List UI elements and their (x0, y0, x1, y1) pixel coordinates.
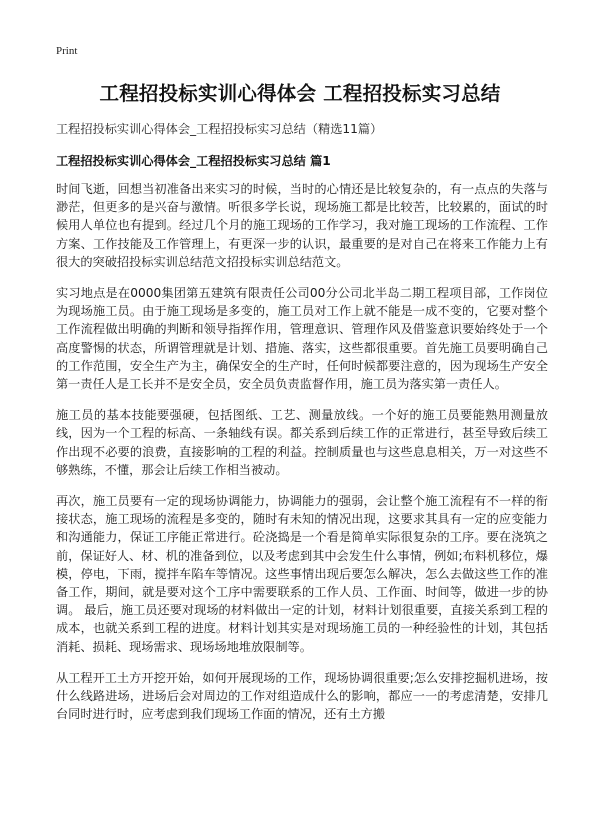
paragraph: 时间飞逝，回想当初准备出来实习的时候，当时的心情还是比较复杂的，有一点点的失落与渺茫，但更多的是兴奋与激情。听很多学长说，现场施工都是比较苦，比较累的，面试的时候用人单位也有提到。经过几个月的施工现场的工作学习，我对施工现场的工作流程、工作方案、工作技能及工作管理上，有更深一步的认识，最重要的是对自己在将来工作能力上有很大的突破招投标实训总结范文招投标实训总结范文。 (56, 182, 548, 269)
article-body (56, 180, 548, 736)
document-subtitle: 工程招投标实训心得体会_工程招投标实习总结（精选11篇） (56, 122, 383, 136)
section-heading: 工程招投标实训心得体会_工程招投标实习总结 篇1 (56, 154, 331, 168)
paragraph: 从工程开工土方开挖开始，如何开展现场的工作，现场协调很重要;怎么安排挖掘机进场，按什么线路进场，进场后会对周边的工作对组造成什么的影响，都应一一的考虑清楚，安排几台同时进行时，应考虑到我们现场工作面的情况，还有土方搬 (56, 670, 548, 722)
paragraph: 再次，施工员要有一定的现场协调能力，协调能力的强弱，会让整个施工流程有不一样的衔接状态，施工现场的流程是多变的，随时有未知的情况出现，这要求其具有一定的应变能力和沟通能力，保证工序能正常进行。砼浇捣是一个看是简单实际很复杂的工序。要在浇筑之前，保证好人、材、机的准备到位，以及考虑到其中会发生什么事情，例如;布料机移位，爆模，停电，下雨，搅拌车陷车等情况。这些事情出现后要怎么解决，怎么去做这些工作的准备工作，期间，就是要对这个工序中需要联系的工作人员、工作面、时间等，做进一步的协调。 最后，施工员还要对现场的材料做出一定的计划，材料计划很重要，直接关系到工程的成本，也就关系到工程的进度。材料计划其实是对现场施工员的一种经验性的计划，其包括消耗、损耗、现场需求、现场场地堆放限制等。 (56, 494, 548, 654)
print-link[interactable]: Print (56, 45, 78, 57)
page-title: 工程招投标实训心得体会 工程招投标实习总结 (99, 82, 501, 105)
paragraph: 实习地点是在0000集团第五建筑有限责任公司00分公司北半岛二期工程项目部，工作岗位为现场施工员。由于施工现场是多变的，施工员对工作上就不能是一成不变的，它要对整个工作流程做出明确的判断和领导指挥作用，管理意识、管理作风及借鉴意识要始终处于一个高度警惕的状态，所谓管理就是计划、措施、落实，这些都很重要。首先施工员要明确自己的工作范围，安全生产为主，确保安全的生产时，任何时候都要注意的，因为现场生产安全第一责任人是工长并不是安全员，安全员负责监督作用，施工员为落实第一责任人。 (56, 286, 548, 392)
paragraph: 施工员的基本技能要强硬，包括图纸、工艺、测量放线。一个好的施工员要能熟用测量放线，因为一个工程的标高、一条轴线有误。都关系到后续工作的正常进行，甚至导致后续工作出现不必要的浪费，直接影响的工程的利益。控制质量也与这些息息相关，万一对这些不够熟练，不懂，那会让后续工作相当被动。 (56, 408, 548, 477)
